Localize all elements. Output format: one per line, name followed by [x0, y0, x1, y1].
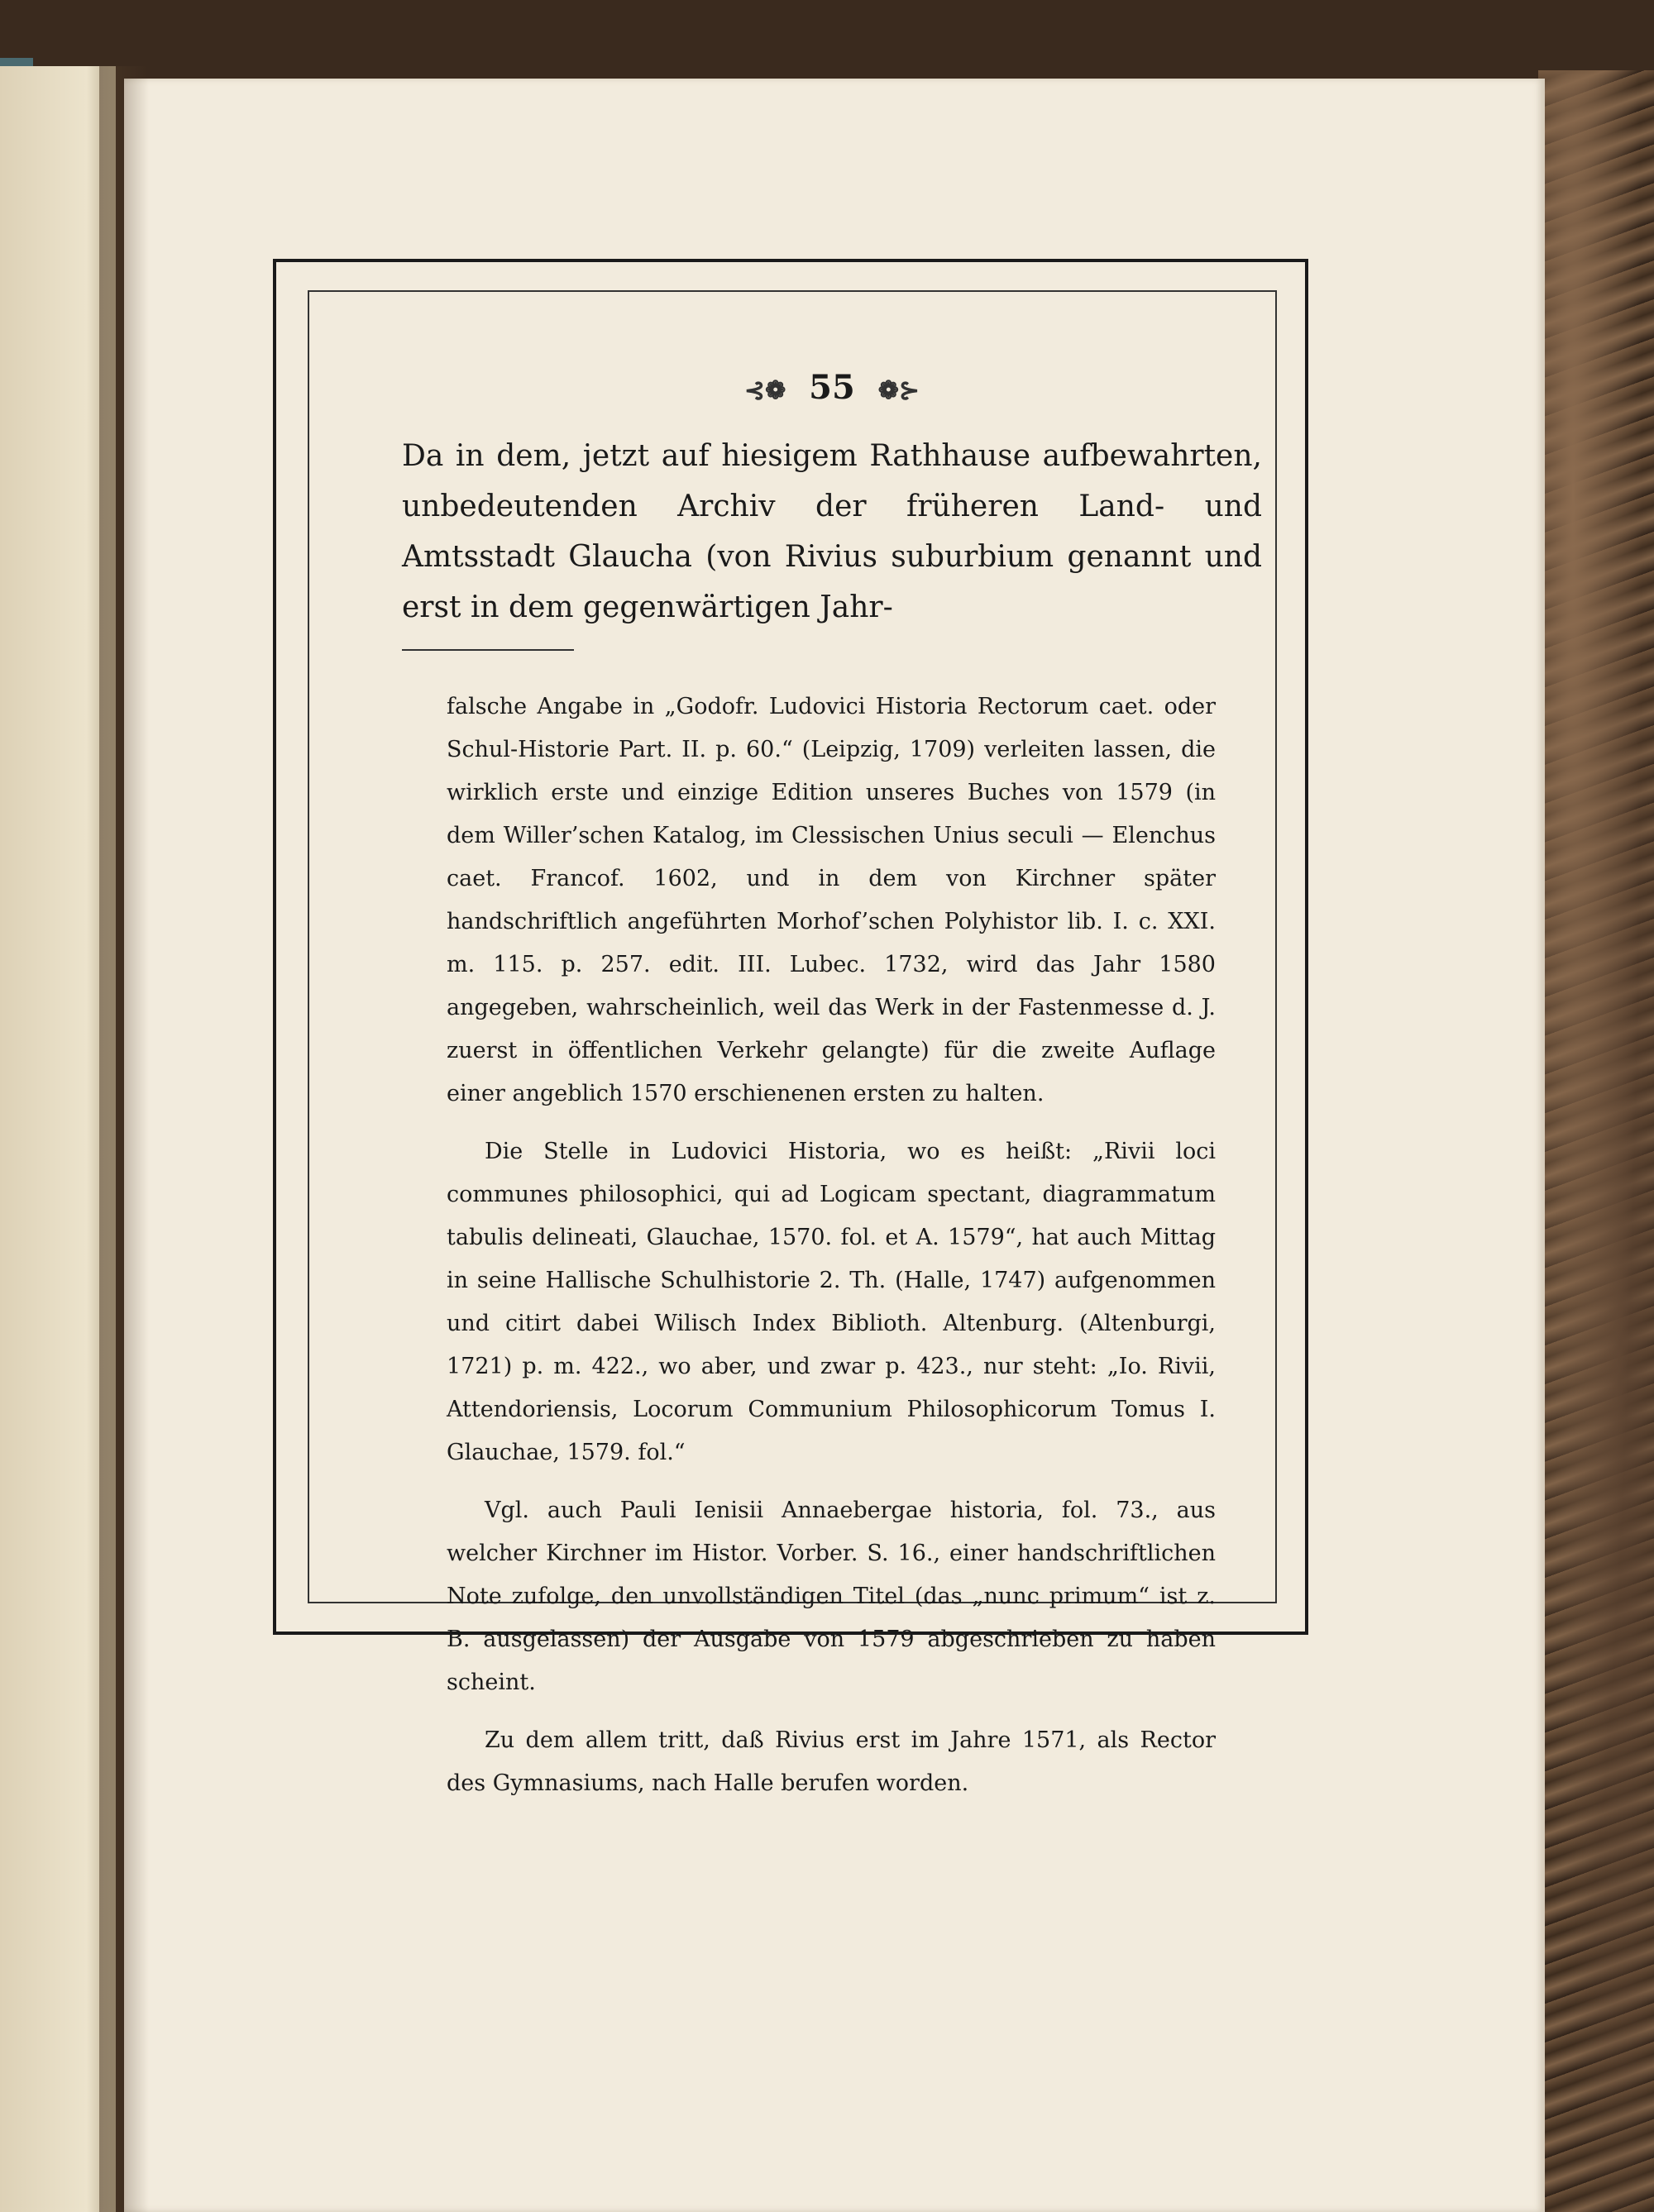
footnote-paragraph-1: falsche Angabe in „Godofr. Ludovici Historia Rectorum caet. oder Schul-Historie Part. II. p. 60.“ (Leipzig, 1709) verleiten lassen, die wirklich erste und einzige Edition unseres Buches von 1579 (in dem Willer’schen Katalog, im Clessischen Unius seculi — Elenchus caet. Francof. 1602, und in dem von Kirchner später handschriftlich angeführten Morhof’schen Polyhistor lib. I. c. XXI. m. 115. p. 257. edit. III. Lubec. 1732, wird das Jahr 1580 angegeben, wahrscheinlich, weil das Werk in der Fastenmesse d. J. zuerst in öffentlichen Verkehr gelangte) für die zweite Auflage einer angeblich 1570 erschienenen ersten zu halten.	[447, 694, 1216, 1106]
main-text: Da in dem, jetzt auf hiesigem Rathhause aufbewahrten, unbedeutenden Archiv der früheren Land- und Amtsstadt Glaucha (von Rivius suburbium genannt und erst in dem gegenwärtigen Jahr-	[402, 439, 1262, 624]
footnote-paragraph-3: Vgl. auch Pauli Ienisii Annaebergae historia, fol. 73., aus welcher Kirchner im Histor. Vorber. S. 16., einer handschriftlichen Note zufolge, den unvollständigen Titel (das „nunc primum“ ist z. B. ausgelassen) der Ausgabe von 1579 abgeschrieben zu haben scheint.	[447, 1498, 1216, 1695]
footnote-paragraph-4: Zu dem allem tritt, daß Rivius erst im Jahre 1571, als Rector des Gymnasiums, nach Halle berufen worden.	[447, 1727, 1216, 1796]
book-page	[124, 79, 1545, 2212]
marbled-cover-right	[1538, 70, 1654, 2212]
page-frame-outer	[273, 259, 1308, 1796]
footnote	[447, 686, 1216, 1805]
spine-shadow	[99, 66, 149, 2212]
page-header	[402, 368, 1262, 411]
footnote-separator	[402, 649, 574, 651]
page-number: 55	[809, 368, 855, 407]
left-page	[0, 66, 116, 2212]
ornament-right-icon: ❁⊱	[877, 375, 920, 405]
footnote-paragraph-2: Die Stelle in Ludovici Historia, wo es heißt: „Rivii loci communes philosophici, qui ad Logicam spectant, diagrammatum tabulis delineati, Glauchae, 1570. fol. et A. 1579“, hat auch Mittag in seine Hallische Schulhistorie 2. Th. (Halle, 1747) aufgenommen und citirt dabei Wilisch Index Biblioth. Altenburg. (Altenburgi, 1721) p. m. 422., wo aber, und zwar p. 423., nur steht: „Io. Rivii, Attendoriensis, Locorum Communium Philosophicorum Tomus I. Glauchae, 1579. fol.“	[447, 1139, 1216, 1465]
ornament-left-icon: ⊰❁	[743, 375, 786, 405]
page-frame-inner	[308, 290, 1277, 1796]
page-content	[402, 368, 1262, 1820]
